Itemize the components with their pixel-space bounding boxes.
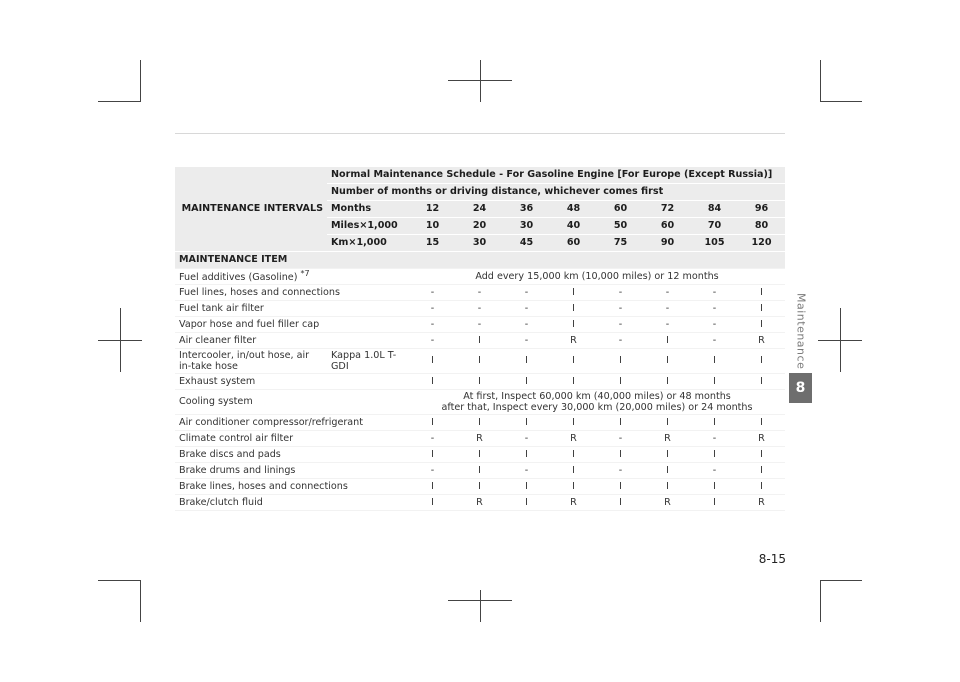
- schedule-mark: I: [691, 447, 738, 463]
- schedule-title: Normal Maintenance Schedule - For Gasoline Engine [For Europe (Except Russia)]: [327, 167, 785, 184]
- schedule-mark: I: [503, 447, 550, 463]
- schedule-mark: -: [691, 333, 738, 349]
- chapter-tab: 8: [789, 373, 812, 403]
- schedule-mark: -: [597, 431, 644, 447]
- interval-value: 120: [738, 235, 785, 252]
- item-name: Brake/clutch fluid: [175, 495, 409, 511]
- schedule-mark: I: [503, 479, 550, 495]
- interval-value: 105: [691, 235, 738, 252]
- schedule-mark: -: [409, 333, 456, 349]
- crop-mark: [140, 580, 141, 622]
- interval-value: 20: [456, 218, 503, 235]
- item-name: Fuel tank air filter: [175, 301, 409, 317]
- interval-value: 75: [597, 235, 644, 252]
- schedule-mark: I: [597, 495, 644, 511]
- page-number: 8-15: [758, 552, 786, 566]
- schedule-mark: I: [456, 349, 503, 374]
- schedule-mark: I: [691, 415, 738, 431]
- schedule-mark: I: [409, 447, 456, 463]
- schedule-mark: -: [409, 431, 456, 447]
- table-row: [175, 479, 785, 495]
- schedule-mark: -: [409, 301, 456, 317]
- schedule-mark: -: [597, 301, 644, 317]
- schedule-mark: I: [409, 349, 456, 374]
- item-name: Fuel additives (Gasoline) $^{*7}$: [175, 269, 409, 285]
- schedule-mark: I: [550, 285, 597, 301]
- schedule-mark: I: [503, 415, 550, 431]
- schedule-mark: I: [644, 349, 691, 374]
- item-name: Climate control air filter: [175, 431, 409, 447]
- interval-value: 12: [409, 201, 456, 218]
- schedule-mark: I: [597, 349, 644, 374]
- schedule-mark: I: [644, 447, 691, 463]
- schedule-mark: I: [550, 415, 597, 431]
- schedule-mark: R: [456, 431, 503, 447]
- crop-mark: [480, 590, 481, 622]
- schedule-mark: I: [456, 415, 503, 431]
- cooling-note-line-1: At first, Inspect 60,000 km (40,000 miles) or 48 months: [463, 390, 731, 402]
- maintenance-intervals-label: MAINTENANCE INTERVALS: [175, 167, 327, 252]
- interval-value: 10: [409, 218, 456, 235]
- interval-row-label: Km×1,000: [327, 235, 409, 252]
- table-row: [175, 415, 785, 431]
- schedule-mark: R: [456, 495, 503, 511]
- schedule-mark: I: [738, 349, 785, 374]
- crop-mark: [140, 60, 141, 102]
- schedule-mark: -: [597, 463, 644, 479]
- table-row: [175, 285, 785, 301]
- interval-value: 50: [597, 218, 644, 235]
- interval-row-label: Months: [327, 201, 409, 218]
- interval-value: 60: [644, 218, 691, 235]
- crop-mark: [480, 60, 481, 102]
- item-interval-note: Add every 15,000 km (10,000 miles) or 12 months: [409, 269, 785, 285]
- crop-mark: [448, 80, 512, 81]
- interval-value: 72: [644, 201, 691, 218]
- schedule-mark: I: [456, 463, 503, 479]
- schedule-mark: I: [550, 301, 597, 317]
- schedule-mark: I: [644, 333, 691, 349]
- interval-value: 15: [409, 235, 456, 252]
- schedule-mark: I: [456, 447, 503, 463]
- table-row: [175, 390, 785, 415]
- crop-mark: [820, 580, 821, 622]
- schedule-mark: I: [738, 463, 785, 479]
- item-name: Vapor hose and fuel filler cap: [175, 317, 409, 333]
- crop-mark: [98, 340, 142, 341]
- section-side-label: Maintenance: [794, 292, 808, 370]
- table-row: [175, 349, 785, 374]
- schedule-mark: -: [597, 285, 644, 301]
- schedule-mark: I: [550, 479, 597, 495]
- cooling-note-line-2: after that, Inspect every 30,000 km (20,000 miles) or 24 months: [441, 402, 753, 413]
- table-row: [175, 463, 785, 479]
- schedule-mark: I: [738, 447, 785, 463]
- crop-mark: [820, 101, 862, 102]
- schedule-mark: I: [597, 447, 644, 463]
- schedule-mark: -: [456, 301, 503, 317]
- schedule-mark: -: [503, 301, 550, 317]
- interval-value: 36: [503, 201, 550, 218]
- item-name: Air conditioner compressor/refrigerant: [175, 415, 409, 431]
- item-name: Exhaust system: [175, 374, 409, 390]
- schedule-mark: -: [456, 285, 503, 301]
- maintenance-item-header: MAINTENANCE ITEM: [175, 252, 785, 269]
- table-row: [175, 447, 785, 463]
- schedule-mark: -: [503, 463, 550, 479]
- interval-row-label: Miles×1,000: [327, 218, 409, 235]
- schedule-mark: I: [409, 415, 456, 431]
- table-row: [175, 317, 785, 333]
- schedule-mark: I: [738, 479, 785, 495]
- schedule-mark: -: [691, 301, 738, 317]
- table-row: [175, 431, 785, 447]
- schedule-mark: -: [597, 333, 644, 349]
- interval-value: 30: [456, 235, 503, 252]
- schedule-mark: I: [738, 317, 785, 333]
- interval-value: 30: [503, 218, 550, 235]
- maintenance-schedule-table: [175, 167, 785, 511]
- schedule-mark: I: [409, 495, 456, 511]
- interval-value: 84: [691, 201, 738, 218]
- schedule-mark: I: [644, 463, 691, 479]
- interval-value: 24: [456, 201, 503, 218]
- schedule-mark: -: [644, 317, 691, 333]
- schedule-mark: I: [738, 301, 785, 317]
- schedule-mark: R: [550, 431, 597, 447]
- schedule-mark: I: [597, 415, 644, 431]
- schedule-mark: -: [503, 333, 550, 349]
- schedule-mark: -: [409, 463, 456, 479]
- schedule-mark: I: [550, 374, 597, 390]
- schedule-subtitle: Number of months or driving distance, whichever comes first: [327, 184, 785, 201]
- interval-value: 90: [644, 235, 691, 252]
- schedule-mark: I: [456, 479, 503, 495]
- schedule-mark: -: [409, 285, 456, 301]
- schedule-mark: -: [503, 285, 550, 301]
- schedule-mark: R: [738, 431, 785, 447]
- schedule-mark: I: [691, 495, 738, 511]
- schedule-mark: I: [503, 349, 550, 374]
- table-row: [175, 269, 785, 285]
- schedule-mark: I: [550, 349, 597, 374]
- schedule-mark: I: [597, 479, 644, 495]
- table-row: [175, 301, 785, 317]
- schedule-mark: R: [644, 495, 691, 511]
- schedule-mark: I: [550, 463, 597, 479]
- schedule-mark: -: [644, 301, 691, 317]
- schedule-mark: -: [691, 463, 738, 479]
- crop-mark: [98, 580, 140, 581]
- schedule-mark: -: [691, 317, 738, 333]
- interval-value: 96: [738, 201, 785, 218]
- item-name: Brake drums and linings: [175, 463, 409, 479]
- schedule-mark: I: [644, 479, 691, 495]
- interval-value: 45: [503, 235, 550, 252]
- schedule-mark: I: [597, 374, 644, 390]
- schedule-mark: I: [738, 415, 785, 431]
- item-interval-note: [409, 390, 785, 415]
- interval-value: 60: [597, 201, 644, 218]
- schedule-mark: I: [738, 374, 785, 390]
- schedule-mark: -: [503, 317, 550, 333]
- header-rule: [175, 133, 785, 134]
- schedule-mark: R: [738, 495, 785, 511]
- item-name: Intercooler, in/out hose, air in-take hose: [175, 349, 327, 374]
- schedule-mark: I: [738, 285, 785, 301]
- interval-value: 60: [550, 235, 597, 252]
- schedule-mark: I: [456, 374, 503, 390]
- schedule-mark: I: [644, 415, 691, 431]
- schedule-mark: -: [691, 431, 738, 447]
- schedule-mark: R: [738, 333, 785, 349]
- schedule-mark: -: [503, 431, 550, 447]
- table-row: [175, 374, 785, 390]
- schedule-mark: I: [503, 374, 550, 390]
- schedule-mark: I: [550, 317, 597, 333]
- schedule-mark: I: [691, 349, 738, 374]
- item-name: Brake lines, hoses and connections: [175, 479, 409, 495]
- crop-mark: [818, 340, 862, 341]
- schedule-mark: -: [644, 285, 691, 301]
- table-row: [175, 333, 785, 349]
- table-row: [175, 495, 785, 511]
- schedule-mark: -: [456, 317, 503, 333]
- item-name: Cooling system: [175, 390, 409, 415]
- schedule-mark: I: [503, 495, 550, 511]
- crop-mark: [98, 101, 140, 102]
- footnote-ref: *7: [300, 269, 310, 279]
- crop-mark: [820, 580, 862, 581]
- crop-mark: [820, 60, 821, 102]
- schedule-mark: I: [691, 479, 738, 495]
- schedule-mark: R: [550, 495, 597, 511]
- schedule-mark: -: [409, 317, 456, 333]
- schedule-mark: -: [597, 317, 644, 333]
- schedule-mark: I: [644, 374, 691, 390]
- schedule-mark: I: [409, 374, 456, 390]
- schedule-mark: I: [409, 479, 456, 495]
- interval-value: 48: [550, 201, 597, 218]
- engine-variant: Kappa 1.0L T-GDI: [327, 349, 409, 374]
- interval-value: 40: [550, 218, 597, 235]
- interval-value: 70: [691, 218, 738, 235]
- item-name: Brake discs and pads: [175, 447, 409, 463]
- schedule-mark: -: [691, 285, 738, 301]
- schedule-mark: I: [550, 447, 597, 463]
- schedule-mark: I: [691, 374, 738, 390]
- interval-value: 80: [738, 218, 785, 235]
- schedule-mark: R: [644, 431, 691, 447]
- schedule-mark: I: [456, 333, 503, 349]
- item-name: Air cleaner filter: [175, 333, 409, 349]
- crop-mark: [448, 600, 512, 601]
- schedule-mark: R: [550, 333, 597, 349]
- item-name: Fuel lines, hoses and connections: [175, 285, 409, 301]
